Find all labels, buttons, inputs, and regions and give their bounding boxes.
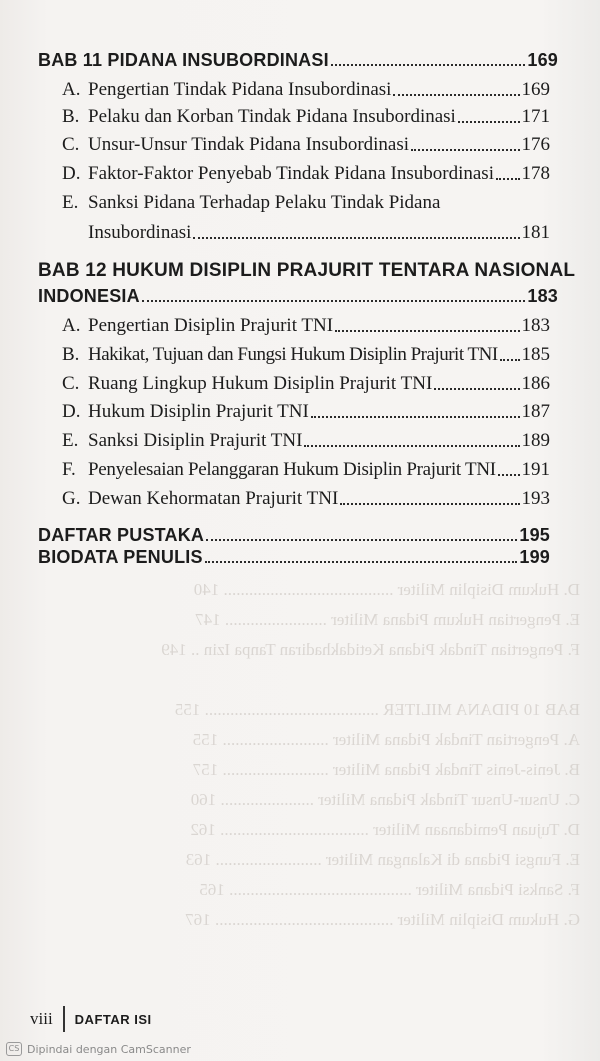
entry-title: Dewan Kehormatan Prajurit TNI — [88, 488, 339, 509]
page-number: 176 — [521, 134, 550, 155]
page-number: 169 — [527, 50, 558, 70]
page-number: 183 — [521, 315, 550, 336]
page-number: 187 — [521, 401, 550, 422]
toc-chapter-12-line1[interactable]: BAB 12 HUKUM DISIPLIN PRAJURIT TENTARA NASIONAL — [38, 260, 576, 281]
toc-entry[interactable] — [62, 344, 550, 366]
entry-title: Ruang Lingkup Hukum Disiplin Prajurit TNI — [88, 373, 433, 394]
entry-letter: C. — [62, 373, 80, 394]
dot-leader — [411, 148, 519, 151]
entry-letter: B. — [62, 106, 80, 127]
page-number: 195 — [519, 525, 550, 545]
toc-chapter-11[interactable] — [38, 50, 558, 71]
toc-chapter-12[interactable] — [38, 286, 558, 307]
entry-letter: A. — [62, 79, 81, 100]
dot-leader — [205, 560, 518, 563]
toc-entry[interactable] — [62, 430, 550, 452]
page-number: 191 — [521, 459, 550, 480]
dot-leader — [193, 236, 519, 239]
entry-title: Pelaku dan Korban Tindak Pidana Insubordinasi — [88, 106, 456, 127]
entry-title: Penyelesaian Pelanggaran Hukum Disiplin Prajurit TNI — [88, 459, 496, 480]
entry-title: Hakikat, Tujuan dan Fungsi Hukum Disiplin Prajurit TNI — [88, 344, 498, 365]
page-number: 189 — [521, 430, 550, 451]
dot-leader — [331, 63, 526, 66]
dot-leader — [498, 473, 520, 476]
dot-leader — [434, 387, 519, 390]
toc-entry[interactable] — [62, 488, 550, 510]
toc-entry-line1[interactable] — [62, 192, 440, 214]
page-number: 199 — [519, 547, 550, 567]
dot-leader — [393, 93, 519, 96]
toc-entry[interactable] — [62, 401, 550, 423]
section-title: DAFTAR PUSTAKA — [38, 525, 205, 545]
dot-leader — [458, 120, 520, 123]
toc-entry[interactable] — [62, 134, 550, 156]
toc-entry-line2[interactable] — [88, 222, 550, 244]
entry-letter: G. — [62, 488, 81, 509]
entry-letter: A. — [62, 315, 81, 336]
footer-divider — [63, 1006, 65, 1032]
entry-letter: B. — [62, 344, 80, 365]
bleed-through-text: D. Hukum Disiplin Militer ........................................ 140 E. Pengertian Hukum Pidana Militer ........................ 147 F. Pengertian Tindak Pidana Ketidakhadiran Tanpa Izin .. 149 BAB 10 PIDANA MILITER ......................................... 155 A. Pengertian Tindak Pidana Militer ......................... 155 B. Jenis-Jenis Tindak Pidana Militer ......................... 157 C. Unsur-Unsur Tindak Pidana Militer ...................... 160 D. Tujuan Pemidanaan Militer ................................... 162 E. Fungsi Pidana di Kalangan Militer ......................... 163 F. Sanksi Pidana Militer ........................................... 165 G. Hukum Disiplin Militer .......................................... 167 — [161, 580, 580, 929]
dot-leader — [500, 358, 520, 361]
toc-entry[interactable] — [62, 163, 550, 185]
toc-entry[interactable] — [62, 459, 550, 481]
watermark-text: Dipindai dengan CamScanner — [27, 1042, 191, 1056]
dot-leader — [311, 415, 520, 418]
page-number: 185 — [521, 344, 550, 365]
toc-entry[interactable] — [62, 373, 550, 395]
toc-entry[interactable] — [62, 79, 550, 101]
toc-biodata-penulis[interactable] — [38, 547, 550, 568]
entry-letter: C. — [62, 134, 80, 155]
section-title: BIODATA PENULIS — [38, 547, 203, 567]
entry-title: Hukum Disiplin Prajurit TNI — [88, 401, 309, 422]
entry-title: Unsur-Unsur Tindak Pidana Insubordinasi — [88, 134, 410, 155]
running-footer-title: DAFTAR ISI — [74, 1011, 152, 1027]
dot-leader — [142, 299, 526, 302]
entry-letter: E. — [62, 430, 79, 451]
page-number: 193 — [521, 488, 550, 509]
entry-letter: E. — [62, 192, 79, 213]
entry-title: Sanksi Pidana Terhadap Pelaku Tindak Pidana — [88, 192, 441, 213]
dot-leader — [340, 502, 519, 505]
chapter-title-continued: INDONESIA — [38, 286, 140, 306]
entry-title-continued: Insubordinasi — [88, 222, 192, 243]
page-number: 171 — [521, 106, 550, 127]
page-number: 169 — [521, 79, 550, 100]
dot-leader — [206, 538, 517, 541]
dot-leader — [304, 444, 519, 447]
page-number: 186 — [521, 373, 550, 394]
toc-daftar-pustaka[interactable] — [38, 525, 550, 546]
entry-letter: F. — [62, 459, 76, 480]
toc-entry[interactable] — [62, 315, 550, 337]
dot-leader — [335, 329, 519, 332]
folio-number: viii — [30, 1009, 53, 1028]
dot-leader — [496, 177, 520, 180]
page-number: 181 — [521, 222, 550, 243]
entry-title: Sanksi Disiplin Prajurit TNI — [88, 430, 303, 451]
entry-title: Pengertian Disiplin Prajurit TNI — [88, 315, 334, 336]
entry-title: Pengertian Tindak Pidana Insubordinasi — [88, 79, 392, 100]
chapter-title: BAB 11 PIDANA INSUBORDINASI — [38, 50, 329, 70]
scanner-watermark — [6, 1042, 191, 1056]
camscanner-logo-icon: CS — [6, 1042, 22, 1056]
page-number: 178 — [521, 163, 550, 184]
page-footer — [30, 1006, 152, 1032]
entry-title: Faktor-Faktor Penyebab Tindak Pidana Insubordinasi — [88, 163, 494, 184]
entry-letter: D. — [62, 401, 81, 422]
toc-entry[interactable] — [62, 106, 550, 128]
entry-letter: D. — [62, 163, 81, 184]
page-number: 183 — [527, 286, 558, 306]
